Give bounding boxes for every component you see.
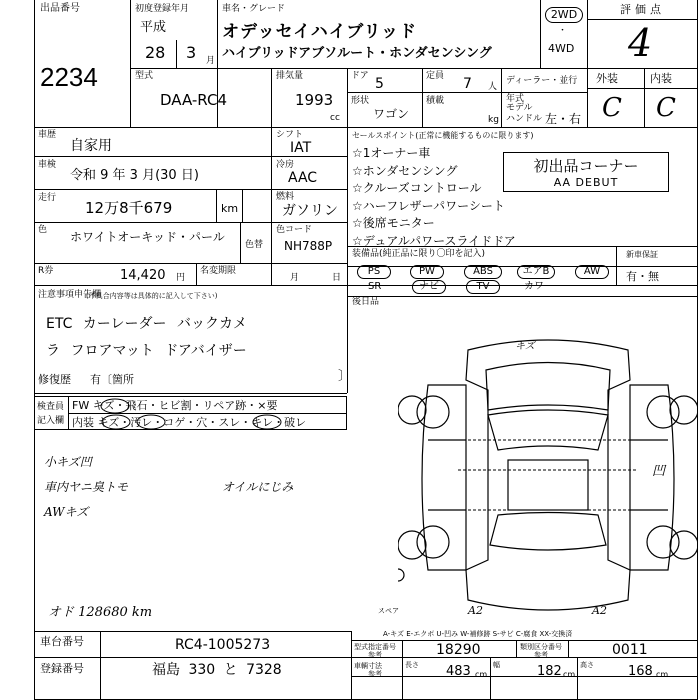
selling-point: ☆クルーズコントロール [352, 181, 482, 195]
history-label: 車歴 [38, 130, 57, 140]
selling-point: ☆デュアルパワースライドドア [352, 233, 516, 248]
equip-abs: ABS [464, 265, 502, 279]
inspector-row1: FW キズ・飛石・ヒビ割・リペア跡・×要 [72, 399, 278, 412]
repair-value: 有〔箇所 [90, 373, 134, 386]
length-value: 483 [446, 664, 471, 679]
capacity-value: 7 [463, 76, 472, 92]
model-value: DAA-RC4 [160, 91, 228, 109]
score-label: 評価点 [620, 3, 665, 16]
shift-value: IAT [290, 140, 312, 156]
score-ext: C [602, 93, 622, 123]
handle-label: ハンドル [506, 114, 543, 124]
selling-point: ☆1オーナー車 [352, 146, 431, 160]
color-label: 色 [38, 225, 48, 235]
doors-value: 5 [375, 76, 384, 92]
capacity-label: 定員 [426, 71, 445, 81]
warranty-value: 有・無 [626, 270, 659, 283]
doors-label: ドア [351, 71, 369, 81]
selling-points-list [352, 145, 516, 250]
name-change-label: 名変期限 [200, 266, 237, 276]
car-grade: ハイブリッドアブソルート・ホンダセンシング [222, 46, 492, 61]
handwritten-remark-2: 車内ヤニ臭トモ [44, 480, 129, 494]
first-reg-month: 3 [186, 43, 197, 62]
plate-value: 福島 330 と 7328 [152, 662, 282, 678]
name-change-day: 日 [332, 273, 342, 283]
first-reg-era: 平成 [140, 20, 167, 35]
ac-label: 冷房 [276, 160, 295, 170]
recycle-unit: 円 [176, 273, 186, 283]
lot-number: 2234 [40, 62, 98, 92]
model-label: 型式 [135, 71, 154, 81]
diagram-mark-a2-left: A2 [468, 604, 483, 617]
score-ext-label: 外装 [596, 72, 618, 85]
width-unit: cm [563, 670, 576, 679]
name-change-month: 月 [290, 273, 300, 283]
equipment-label: 装備品(純正品に限り〇印を記入) [352, 249, 486, 259]
equip-tv: TV [466, 280, 500, 294]
height-label: 高さ [580, 661, 594, 669]
equip-sr: SR [368, 281, 382, 292]
drive-4wd: 4WD [548, 42, 575, 55]
chassis-label: 車台番号 [40, 635, 84, 648]
class-no-sub: 参考 [534, 651, 548, 659]
year-label: 年式 [506, 94, 525, 104]
color-code-label: 色コード [276, 225, 313, 235]
equip-leather: カワ [524, 281, 544, 292]
first-reg-label: 初度登録年月 [135, 4, 190, 14]
load-label: 積載 [426, 96, 445, 106]
height-value: 168 [628, 664, 653, 679]
spare-label: スペア [378, 607, 399, 615]
warranty-label: 新車保証 [626, 250, 658, 259]
width-label: 幅 [493, 661, 500, 669]
car-name-label: 車名・グレード [222, 4, 286, 14]
drive-2wd: 2WD [545, 7, 583, 23]
plate-label: 登録番号 [40, 662, 84, 675]
handwritten-remark-1: 小キズ凹 [44, 455, 92, 469]
notes-line2: ラ フロアマット ドアバイザー [46, 343, 247, 359]
selling-points-label: セールスポイント(正常に機能するものに限ります) [352, 131, 534, 140]
handle-value: 左・右 [545, 112, 582, 126]
selling-point: ☆ハーフレザーパワーシート [352, 198, 505, 213]
fuel-label: 燃料 [276, 192, 295, 202]
notes-line1: ETC カーレーダー バックカメ [46, 316, 247, 332]
drive-dot: ・ [558, 26, 568, 36]
model-no-value: 18290 [436, 642, 481, 658]
score-int: C [656, 93, 676, 123]
chassis-value: RC4-1005273 [175, 637, 271, 653]
mileage-value: 12万8千679 [85, 199, 173, 217]
inspector-circles [34, 396, 347, 430]
score-int-label: 内装 [650, 72, 672, 85]
load-unit: kg [488, 115, 499, 125]
first-reg-year: 28 [145, 43, 166, 62]
lot-label: 出品番号 [40, 3, 80, 14]
color-value: ホワイトオーキッド・パール [70, 230, 225, 244]
mileage-unit: km [221, 202, 239, 215]
dims-label: 車輌寸法 [354, 662, 382, 670]
displacement-label: 排気量 [276, 71, 304, 81]
class-no-label: 類別区分番号 [520, 643, 562, 651]
color-change-label: 色替 [245, 240, 264, 250]
damage-legend: A-キズ E-エクボ U-凹み W-補修跡 S-サビ C-腐食 XX-交換済 [383, 630, 573, 638]
model-no-sub: 参考 [368, 651, 382, 659]
fuel-value: ガソリン [282, 203, 338, 219]
length-unit: cm [475, 670, 488, 679]
shape-value: ワゴン [373, 107, 410, 121]
handwritten-remark-3: AWキズ [44, 505, 89, 519]
equip-pw: PW [410, 265, 444, 279]
diagram-mark-top: キズ [515, 341, 535, 352]
selling-point: ☆後席モニター [352, 216, 435, 230]
notes-label: 注意事項申告欄 [38, 290, 102, 300]
width-value: 182 [537, 664, 562, 679]
class-no-value: 0011 [612, 642, 648, 658]
displacement-unit: cc [330, 113, 340, 123]
equip-airbag: エアB [517, 265, 555, 279]
score-overall: 4 [628, 21, 653, 65]
first-reg-month-unit: 月 [206, 56, 216, 66]
inspector-row2: 内装 キズ・汚レ・コゲ・穴・スレ・キレ・破レ [72, 416, 307, 429]
color-code-value: NH788P [284, 239, 333, 253]
mileage-label: 走行 [38, 193, 57, 203]
height-unit: cm [656, 670, 669, 679]
debut-subtitle: AA DEBUT [553, 176, 619, 189]
shift-label: シフト [276, 130, 304, 140]
equip-ps: PS [357, 265, 391, 279]
displacement-value: 1993 [295, 91, 334, 109]
model-no-label: 型式指定番号 [354, 643, 396, 651]
history-value: 自家用 [70, 138, 112, 154]
repair-close-bracket: 〕 [338, 369, 352, 384]
equip-aw: AW [575, 265, 609, 279]
selling-point: ☆ホンダセンシング [352, 163, 458, 178]
capacity-unit: 人 [488, 82, 498, 92]
year-label2: モデル [506, 103, 533, 113]
repair-label: 修復歴 [38, 373, 71, 386]
ac-value: AAC [288, 170, 318, 186]
diagram-mark-a2-right: A2 [592, 604, 607, 617]
inspection-label: 車検 [38, 160, 57, 170]
recycle-label: R券 [38, 266, 54, 276]
rear-seat-label: 後日品 [352, 297, 380, 307]
length-label: 長さ [405, 661, 419, 669]
inspector-label2: 記入欄 [37, 416, 65, 426]
dims-sub: 参考 [368, 670, 382, 678]
diagram-mark-right: 凹 [652, 464, 666, 479]
recycle-value: 14,420 [120, 268, 166, 283]
car-name: オデッセイハイブリッド [222, 22, 417, 42]
inspection-value: 令和 9 年 3 月(30 日) [70, 168, 199, 183]
dealer-label: ディーラー・並行 [506, 76, 578, 86]
shape-label: 形状 [351, 96, 370, 106]
notes-sub: (不具合内容等は具体的に記入して下さい) [86, 292, 218, 300]
debut-box [503, 152, 669, 192]
handwritten-remark-4: オイルにじみ [222, 480, 294, 494]
inspector-label1: 検査員 [37, 402, 65, 412]
equip-navi: ナビ [412, 280, 446, 294]
handwritten-odometer: オド 128680 km [48, 605, 153, 620]
debut-title: 初出品コーナー [533, 157, 639, 175]
